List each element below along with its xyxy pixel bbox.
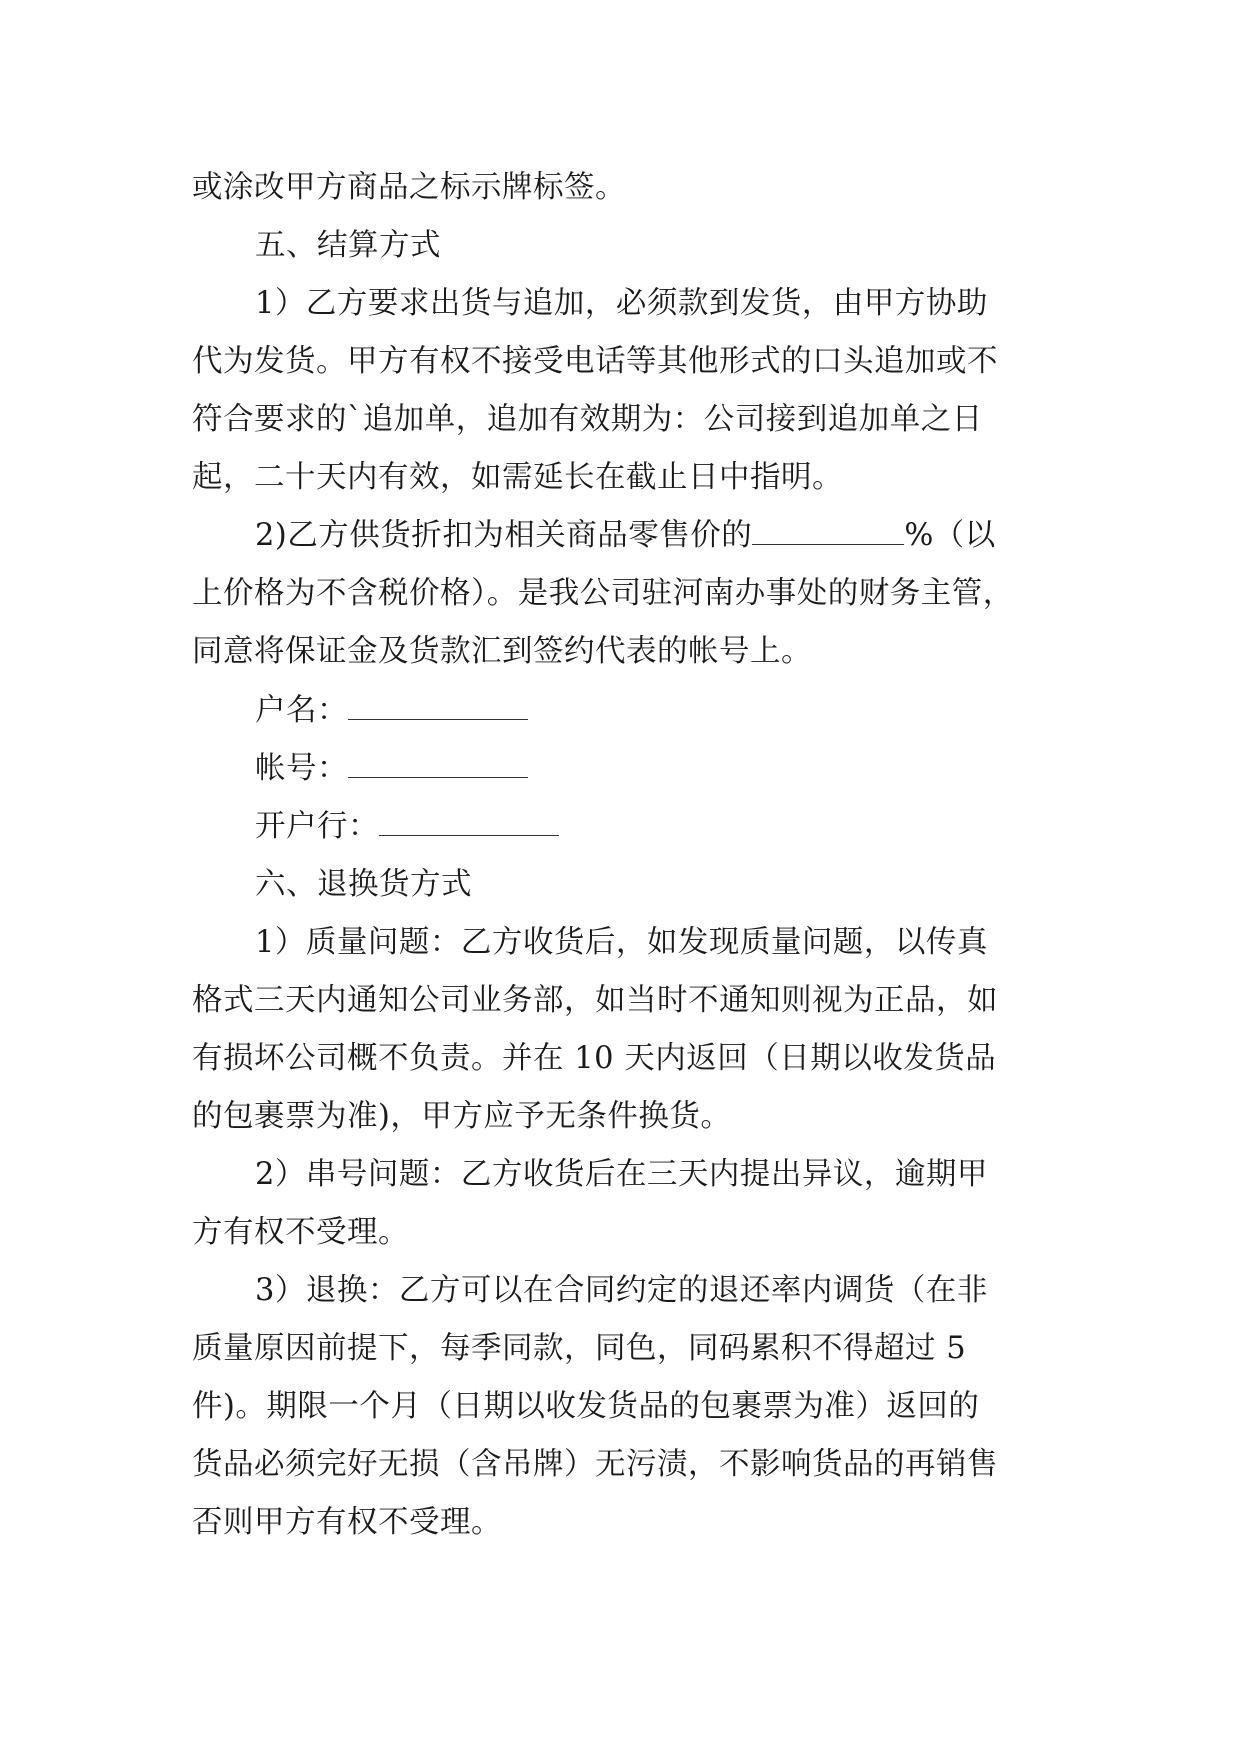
section-heading-returns: 六、退换货方式 — [255, 867, 472, 902]
bank-label: 开户行： — [255, 809, 379, 844]
account-name-label: 户名： — [255, 693, 348, 728]
text-line: 1）质量问题：乙方收货后，如发现质量问题，以传真 — [255, 925, 988, 960]
text-line: 格式三天内通知公司业务部，如当时不通知则视为正品，如 — [192, 983, 998, 1018]
text-line: 方有权不受理。 — [192, 1215, 409, 1250]
text-line: 同意将保证金及货款汇到签约代表的帐号上。 — [192, 634, 812, 669]
discount-line — [255, 516, 996, 556]
account-number-label: 帐号： — [255, 751, 348, 786]
discount-suffix: %（以 — [904, 518, 996, 553]
bank-blank — [379, 809, 559, 836]
text-line: 的包裹票为准)，甲方应予无条件换货。 — [192, 1099, 732, 1134]
discount-text: 2)乙方供货折扣为相关商品零售价的 — [255, 518, 753, 553]
text-line: 上价格为不含税价格）。是我公司驻河南办事处的财务主管， — [192, 576, 1014, 611]
text-line: 代为发货。甲方有权不接受电话等其他形式的口头追加或不 — [192, 344, 998, 379]
account-number-line — [255, 749, 528, 789]
text-line: 否则甲方有权不受理。 — [192, 1505, 502, 1540]
text-line: 货品必须完好无损（含吊牌）无污渍，不影响货品的再销售 — [192, 1447, 998, 1482]
discount-blank — [752, 518, 904, 545]
account-number-blank — [348, 751, 528, 778]
text-line: 件)。期限一个月（日期以收发货品的包裹票为准）返回的 — [192, 1389, 980, 1424]
section-heading-settlement: 五、结算方式 — [255, 228, 441, 263]
text-line: 质量原因前提下，每季同款，同色，同码累积不得超过 5 — [192, 1331, 967, 1366]
text-line: 有损坏公司概不负责。并在 10 天内返回（日期以收发货品 — [192, 1041, 997, 1076]
text-line: 2）串号问题：乙方收货后在三天内提出异议，逾期甲 — [255, 1157, 988, 1192]
text-line: 3）退换：乙方可以在合同约定的退还率内调货（在非 — [255, 1273, 988, 1308]
account-name-line — [255, 691, 528, 731]
text-line: 起，二十天内有效，如需延长在截止日中指明。 — [192, 460, 843, 495]
account-name-blank — [348, 693, 528, 720]
text-line: 或涂改甲方商品之标示牌标签。 — [192, 170, 626, 205]
text-line: 符合要求的`追加单，追加有效期为：公司接到追加单之日 — [192, 402, 983, 437]
text-line: 1）乙方要求出货与追加，必须款到发货，由甲方协助 — [255, 286, 988, 321]
bank-line — [255, 807, 559, 847]
